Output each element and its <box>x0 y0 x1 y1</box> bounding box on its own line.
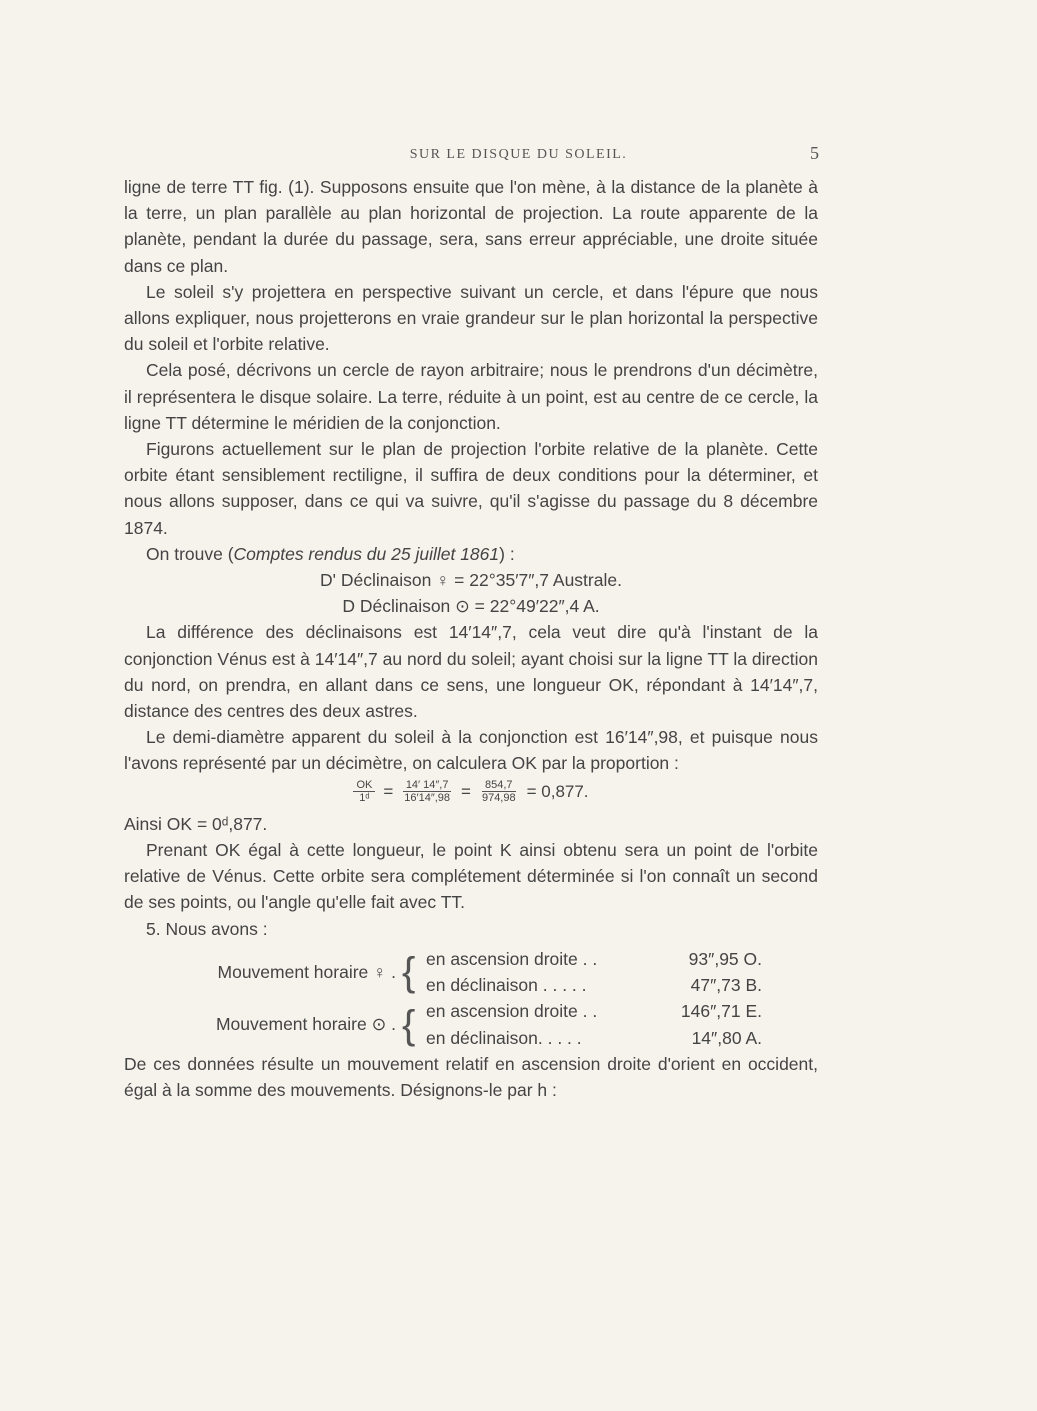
declination-venus: D' Déclinaison ♀ = 22°35′7″,7 Australe. <box>320 570 622 591</box>
body-text <box>124 174 818 1103</box>
brace-icon: { <box>402 950 416 995</box>
motion-desc: en ascension droite . . <box>426 1001 598 1022</box>
paragraph: Cela posé, décrivons un cercle de rayon arbitraire; nous le prendrons d'un décimètre, il représentera le disque solaire. La terre, réduite à un point, est au centre de ce cercle, la ligne TT détermine le méridien de la conjonction. <box>124 360 818 433</box>
numerator: 14′ 14″,7 <box>403 779 452 792</box>
denominator: 1ᵈ <box>359 792 370 805</box>
motion-value: 47″,73 B. <box>690 975 762 996</box>
paragraph: De ces données résulte un mouvement relatif en ascension droite d'orient en occident, égal à la somme des mouvements. Désignons-le par h : <box>124 1053 818 1100</box>
paragraph <box>124 541 818 567</box>
paragraph: ligne de terre TT fig. (1). Supposons ensuite que l'on mène, à la distance de la planète à la terre, un plan parallèle au plan horizontal de projection. La route apparente de la planète, pendant la durée du passage, sera, sans erreur appréciable, une droite située dans ce plan. <box>124 177 818 276</box>
fraction <box>353 779 375 804</box>
motion-desc: en déclinaison. . . . . <box>426 1027 582 1048</box>
formula-result: = 0,877. <box>526 781 589 801</box>
running-title: SUR LE DISQUE DU SOLEIL. <box>409 147 628 162</box>
motion-label: Mouvement horaire ⊙ . <box>215 1014 396 1035</box>
hourly-motion-table <box>124 946 818 1051</box>
motion-desc: en ascension droite . . <box>426 948 598 969</box>
proportion-formula <box>124 779 818 805</box>
motion-value: 14″,80 A. <box>691 1027 762 1048</box>
paragraph: La différence des déclinaisons est 14′14″,7, cela veut dire qu'à l'instant de la conjonction Vénus est à 14′14″,7 au nord du soleil; ayant choisi sur la ligne TT la direction du nord, on prendra, en allant dans ce sens, une longueur OK, répondant à 14′14″,7, distance des centres des deux astres. <box>124 622 818 722</box>
fraction <box>401 779 453 804</box>
venus-motion <box>196 946 818 998</box>
denominator: 974,98 <box>481 792 516 805</box>
fraction <box>479 779 519 804</box>
sun-motion <box>196 998 818 1050</box>
motion-value: 146″,71 E. <box>680 1001 762 1022</box>
motion-value: 93″,95 O. <box>688 948 762 969</box>
equals-sign: = <box>461 781 471 801</box>
paragraph: Le demi-diamètre apparent du soleil à la conjonction est 16′14″,98, et puisque nous l'avons représenté par un décimètre, on calculera OK par la proportion : <box>124 727 818 774</box>
page-number: 5 <box>810 143 819 163</box>
declination-sun: D Déclinaison ⊙ = 22°49′22″,4 A. <box>342 596 600 617</box>
paragraph: Le soleil s'y projettera en perspective suivant un cercle, et dans l'épure que nous allons expliquer, nous projetterons en vraie grandeur sur le plan horizontal la perspective du soleil et l'orbite relative. <box>124 281 818 355</box>
text-fragment: ) : <box>499 543 515 564</box>
paragraph: 5. Nous avons : <box>146 918 268 939</box>
motion-label: Mouvement horaire ♀ . <box>217 961 396 982</box>
numerator: OK <box>353 779 375 792</box>
motion-desc: en déclinaison . . . . . <box>426 975 587 996</box>
paragraph: Ainsi OK = 0ᵈ,877. <box>124 813 268 834</box>
brace-icon: { <box>402 1002 416 1047</box>
denominator: 16′14″,98 <box>404 792 451 805</box>
paragraph: Prenant OK égal à cette longueur, le point K ainsi obtenu sera un point de l'orbite relative de Vénus. Cette orbite sera complétement déterminée si l'on connaît un second de ses points, ou l'angle qu'elle fait avec TT. <box>124 840 818 913</box>
equals-sign: = <box>383 781 394 801</box>
citation: Comptes rendus du 25 juillet 1861 <box>233 543 500 564</box>
paragraph: Figurons actuellement sur le plan de projection l'orbite relative de la planète. Cette orbite étant sensiblement rectiligne, il suffira de deux conditions pour la déterminer, et nous allons supposer, dans ce qui va suivre, qu'il s'agisse du passage du 8 décembre 1874. <box>124 439 818 538</box>
text-fragment: On trouve ( <box>146 543 234 564</box>
numerator: 854,7 <box>482 779 516 792</box>
